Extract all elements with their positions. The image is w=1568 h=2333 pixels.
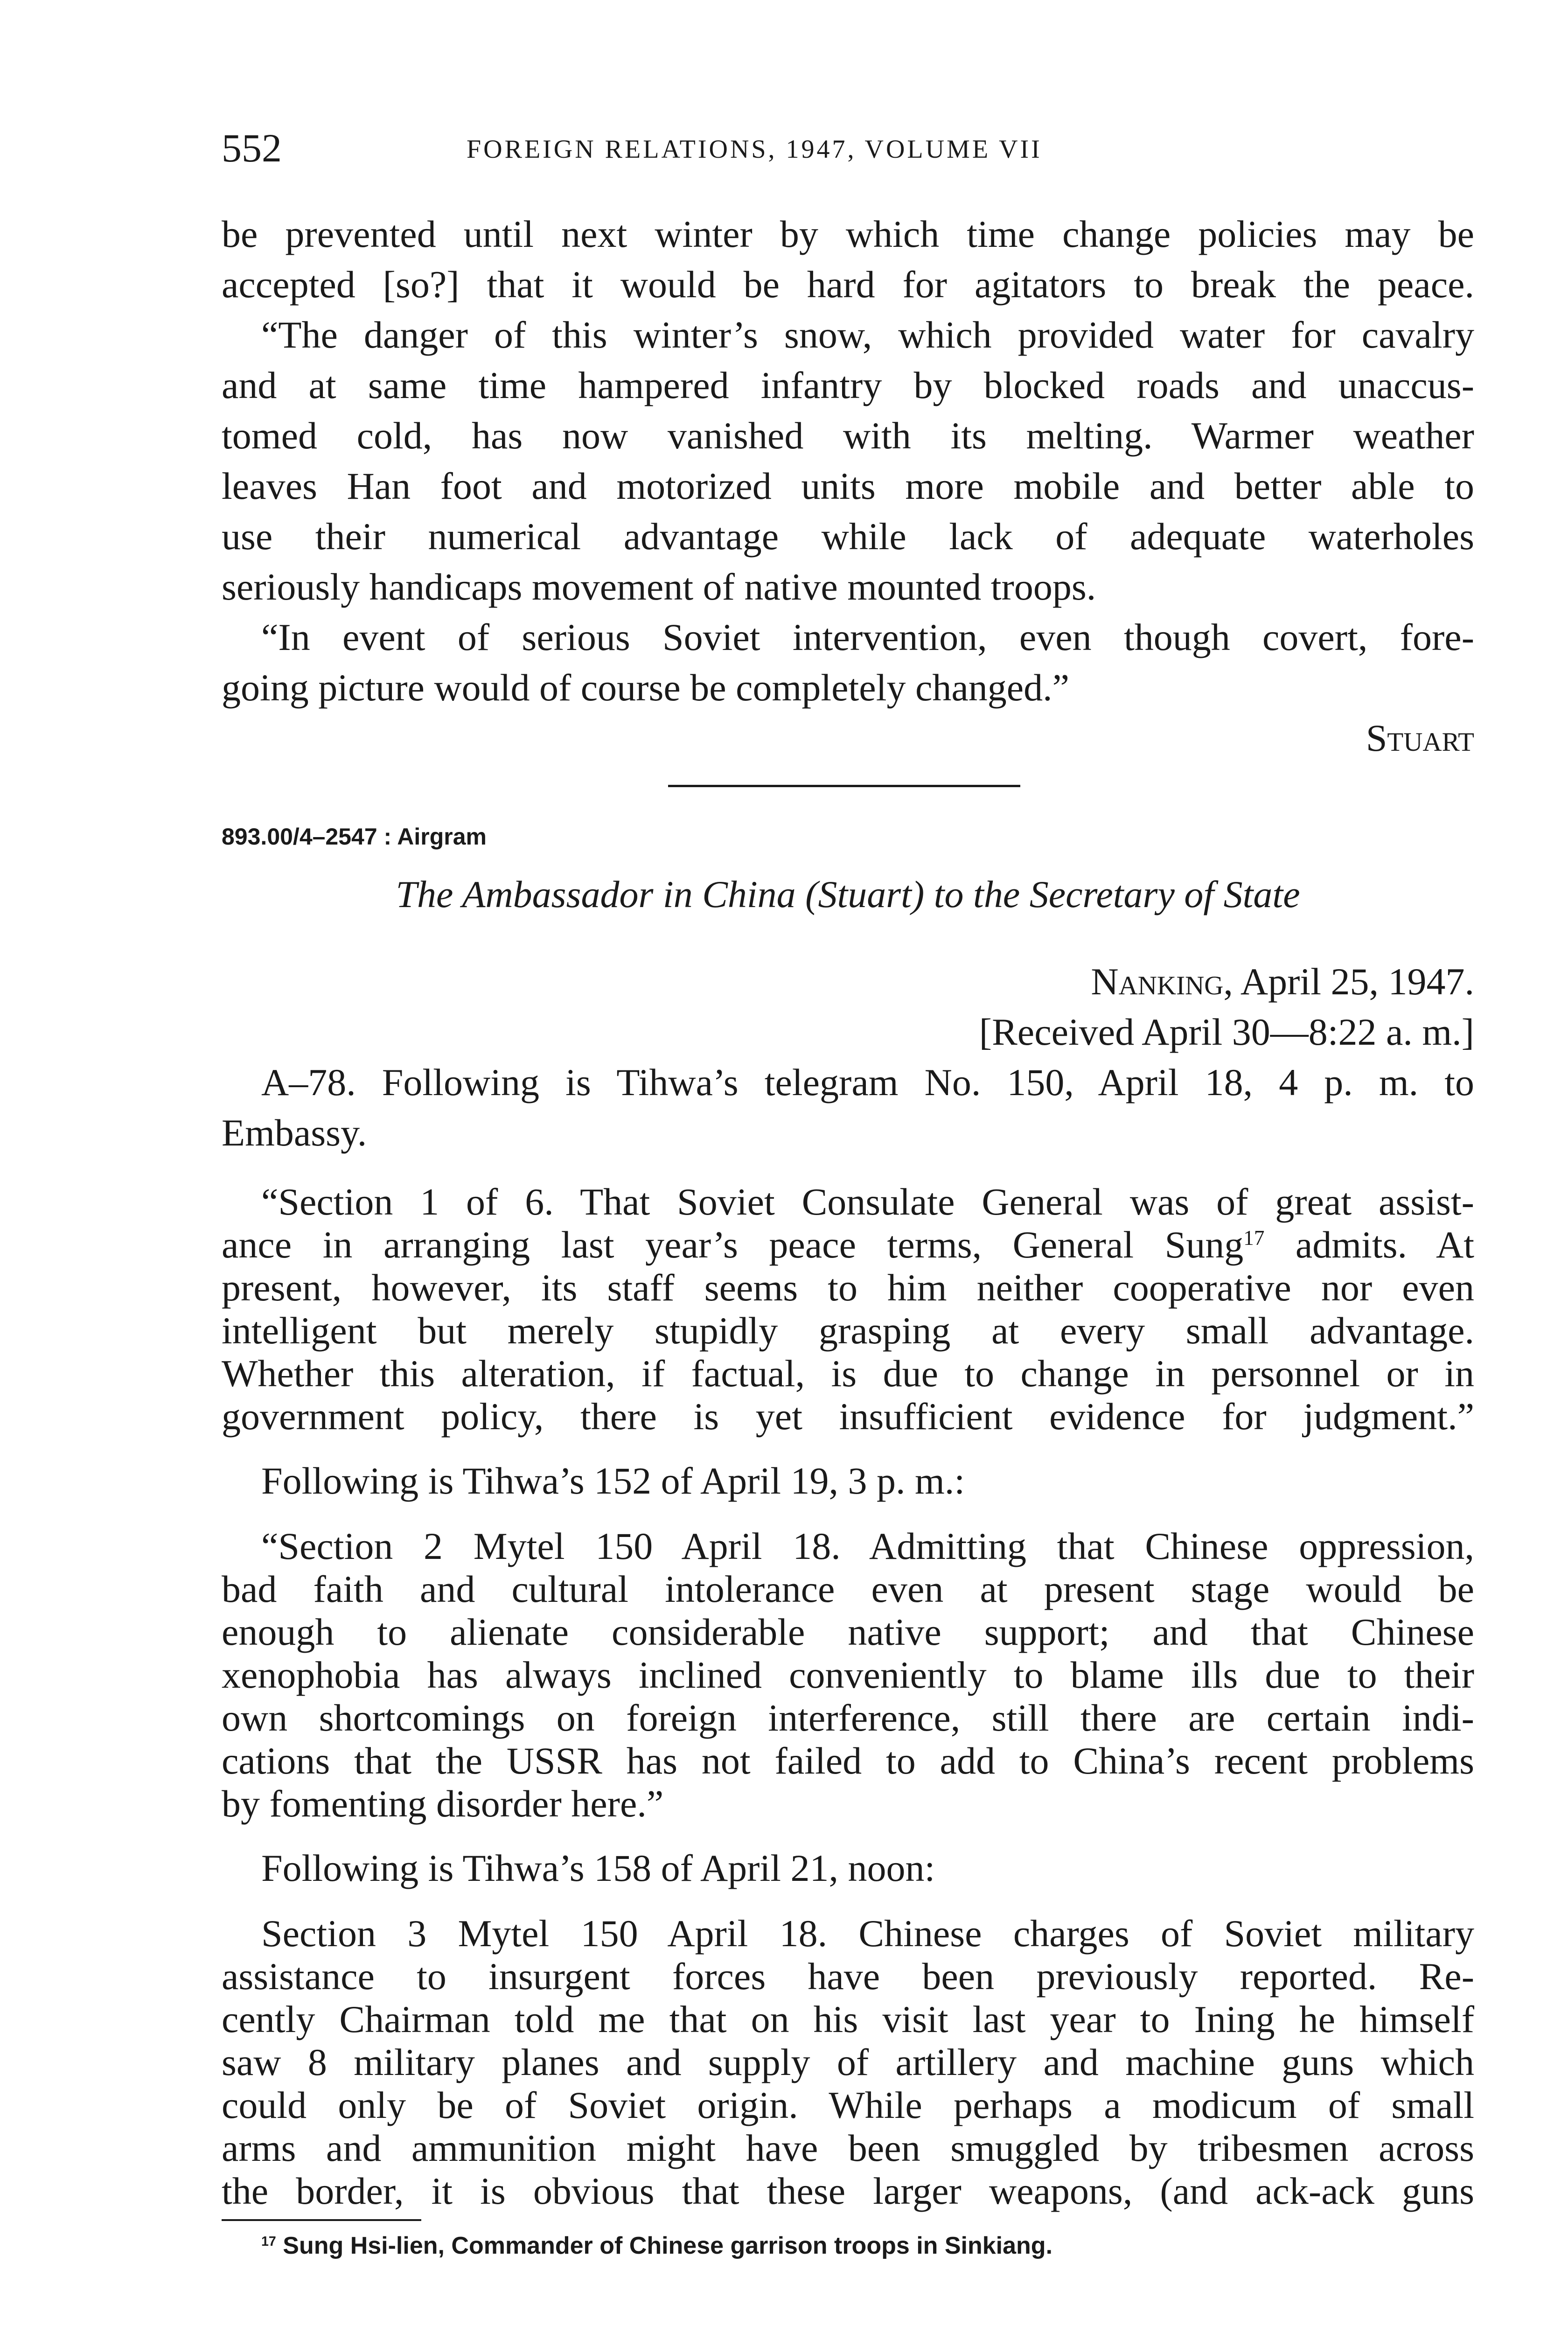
text-line: arms and ammunition might have been smuggled by tribesmen across <box>222 2127 1474 2169</box>
text-line: be prevented until next winter by which time change policies may be <box>222 213 1474 255</box>
text-line: xenophobia has always inclined conveniently to blame ills due to their <box>222 1654 1474 1696</box>
running-title: FOREIGN RELATIONS, 1947, VOLUME VII <box>467 135 1042 164</box>
text-line: A–78. Following is Tihwa’s telegram No. 150, April 18, 4 p. m. to <box>261 1061 1474 1104</box>
text-line: the border, it is obvious that these larger weapons, (and ack-ack guns <box>222 2170 1474 2212</box>
section-divider <box>668 785 1020 787</box>
footnote-number: 17 <box>261 2234 276 2249</box>
text-line: by fomenting disorder here.” <box>222 1782 664 1825</box>
text-line: “The danger of this winter’s snow, which provided water for cavalry <box>261 314 1474 356</box>
text-line: intelligent but merely stupidly grasping at every small advantage. <box>222 1309 1474 1352</box>
text-line: use their numerical advantage while lack of adequate waterholes <box>222 515 1474 558</box>
text-line: own shortcomings on foreign interference, still there are certain indi- <box>222 1697 1474 1739</box>
footnote <box>261 2228 1052 2263</box>
text-line: going picture would of course be completely changed.” <box>222 666 1070 709</box>
file-reference: 893.00/4–2547 : Airgram <box>222 824 487 850</box>
signature: Stuart <box>1366 717 1474 759</box>
text-line: and at same time hampered infantry by blocked roads and unaccus- <box>222 364 1474 406</box>
text-line: saw 8 military planes and supply of artillery and machine guns which <box>222 2041 1474 2083</box>
text-line: Section 3 Mytel 150 April 18. Chinese charges of Soviet military <box>261 1912 1474 1955</box>
received-line: [Received April 30—8:22 a. m.] <box>979 1011 1474 1053</box>
text-line: present, however, its staff seems to him neither cooperative nor even <box>222 1266 1474 1309</box>
text-line: Following is Tihwa’s 152 of April 19, 3 p. m.: <box>261 1460 965 1502</box>
text-line: assistance to insurgent forces have been previously reported. Re- <box>222 1955 1474 1998</box>
text-line: Embassy. <box>222 1111 367 1154</box>
text-line: could only be of Soviet origin. While perhaps a modicum of small <box>222 2084 1474 2126</box>
text-line: Whether this alteration, if factual, is due to change in personnel or in <box>222 1352 1474 1395</box>
text-line: cently Chairman told me that on his visit last year to Ining he himself <box>222 1998 1474 2040</box>
text-line: seriously handicaps movement of native mounted troops. <box>222 566 1096 608</box>
page-number: 552 <box>222 126 282 170</box>
footnote-marker: 17 <box>1243 1226 1265 1250</box>
text-line: “Section 1 of 6. That Soviet Consulate General was of great assist- <box>261 1180 1474 1223</box>
text-line: government policy, there is yet insufficient evidence for judgment.” <box>222 1395 1474 1438</box>
text-line: tomed cold, has now vanished with its melting. Warmer weather <box>222 414 1474 457</box>
dateline <box>222 957 1474 1007</box>
text-line: leaves Han foot and motorized units more mobile and better able to <box>222 465 1474 507</box>
text-line: “Section 2 Mytel 150 April 18. Admitting that Chinese oppression, <box>261 1525 1474 1567</box>
footnote-text: Sung Hsi-lien, Commander of Chinese garrison troops in Sinkiang. <box>283 2232 1053 2259</box>
text-line: accepted [so?] that it would be hard for agitators to break the peace. <box>222 263 1474 306</box>
text-line: cations that the USSR has not failed to add to China’s recent problems <box>222 1739 1474 1782</box>
footnote-divider <box>222 2219 421 2221</box>
dateline-place: Nanking, <box>1091 960 1233 1003</box>
text-fragment: ance in arranging last year’s peace terms, General Sung <box>222 1223 1244 1266</box>
text-line: “In event of serious Soviet intervention, even though covert, fore- <box>261 616 1474 658</box>
dateline-date: April 25, 1947. <box>1240 960 1474 1003</box>
text-line: enough to alienate considerable native support; and that Chinese <box>222 1611 1474 1653</box>
text-fragment: admits. At <box>1295 1223 1475 1266</box>
text-line: Following is Tihwa’s 158 of April 21, noon: <box>261 1847 935 1889</box>
text-line: bad faith and cultural intolerance even at present stage would be <box>222 1568 1474 1610</box>
document-title: The Ambassador in China (Stuart) to the Secretary of State <box>396 873 1300 915</box>
